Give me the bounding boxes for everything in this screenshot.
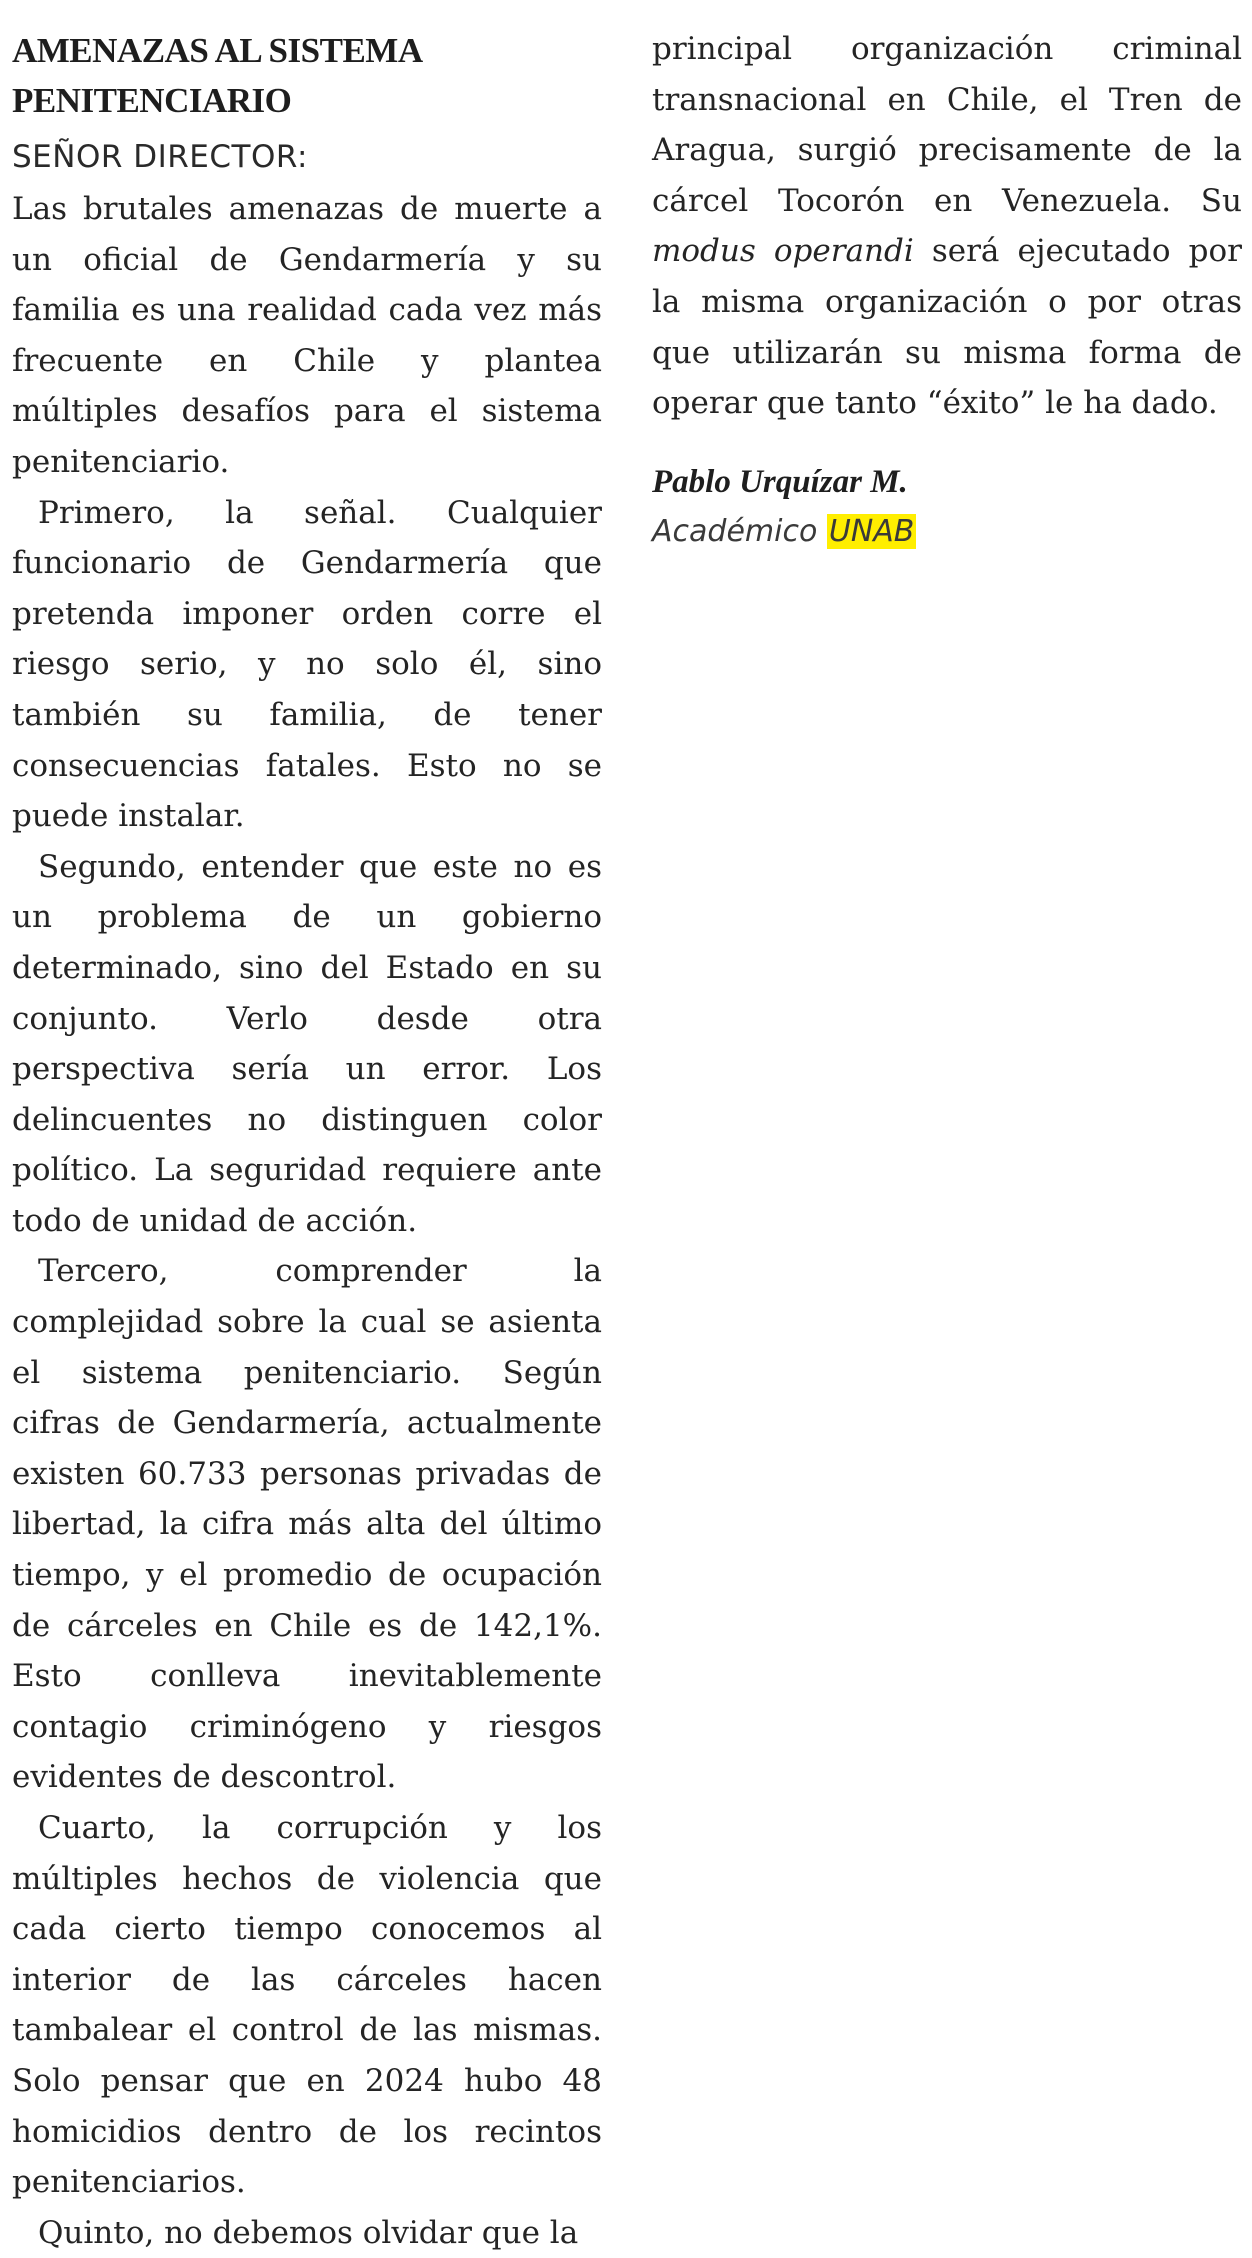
letter-title [12,26,602,126]
salutation: SEÑOR DIRECTOR: [12,139,308,175]
affiliation-highlight: UNAB [828,513,915,549]
left-column [12,0,602,2258]
continuation-text-2: será ejecutado por la misma organización o por otras que utilizarán su misma forma de operar que tanto “éxito” le ha dado. [652,233,1242,422]
right-column [652,0,1242,557]
paragraph-intro: Las brutales amenazas de muerte a un oficial de Gendarmería y su familia es una realidad cada vez más frecuente en Chile y plantea múltiples desafíos para el sistema penitenciario. [12,191,602,480]
paragraph-continuation [652,24,1242,429]
paragraph-quinto: Quinto, no debemos olvidar que la [38,2214,579,2251]
paragraph-primero: Primero, la señal. Cualquier funcionario de Gendarmería que pretenda imponer orden corre el riesgo serio, y no solo él, sino también su familia, de tener consecuencias fatales. Esto no se puede instalar. [12,494,602,835]
author-signature: Pablo Urquízar M. [652,463,908,500]
title-line-2: PENITENCIARIO [12,81,292,120]
paragraph-tercero: Tercero, comprender la complejidad sobre la cual se asienta el sistema penitenciario. Según cifras de Gendarmería, actualmente existen 60.733 personas privadas de libertad, la cifra más alta del último tiempo, y el promedio de ocupación de cárceles en Chile es de 142,1%. Esto conlleva inevitablemente contagio criminógeno y riesgos evidentes de descontrol. [12,1253,602,1796]
paragraph-segundo: Segundo, entender que este no es un problema de un gobierno determinado, sino del Estado en su conjunto. Verlo desde otra perspectiva sería un error. Los delincuentes no distinguen color político. La seguridad requiere ante todo de unidad de acción. [12,848,602,1239]
paragraph-cuarto: Cuarto, la corrupción y los múltiples hechos de violencia que cada cierto tiempo conocemos al interior de las cárceles hacen tambalear el control de las mismas. Solo pensar que en 2024 hubo 48 homicidios dentro de los recintos penitenciarios. [12,1810,602,2201]
author-affiliation [652,507,1242,557]
affiliation-prefix: Académico [652,513,818,549]
continuation-italic: modus operandi [652,233,914,270]
continuation-text-1: principal organización criminal transnacional en Chile, el Tren de Aragua, surgió precisamente de la cárcel Tocorón en Venezuela. Su [652,31,1242,219]
title-line-1: AMENAZAS AL SISTEMA [12,31,423,70]
